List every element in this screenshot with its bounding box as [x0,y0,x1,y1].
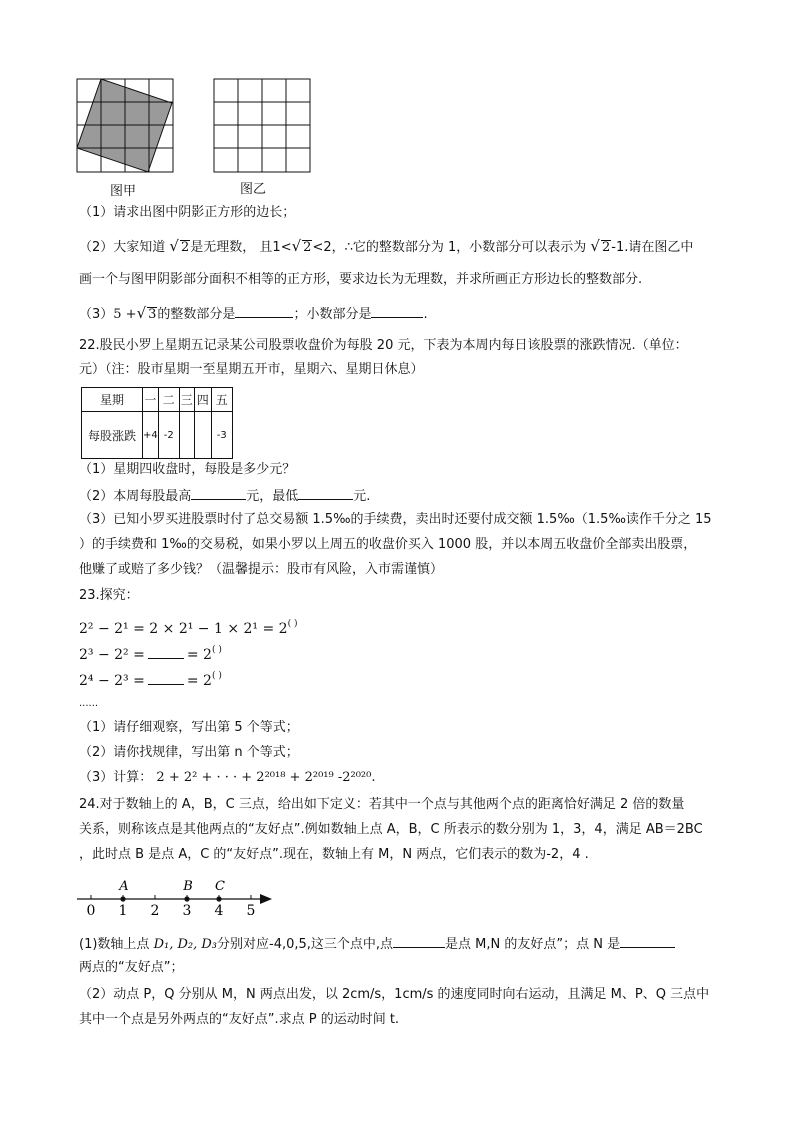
equation: 2² − 2¹ = 2 × 2¹ − 1 × 2¹ = 2 [79,621,288,637]
answer-blank[interactable] [235,305,293,318]
table-header-cell: 五 [211,388,232,412]
exponent-paren: ( ) [211,671,222,681]
q21-part2-line2: 画一个与图甲阴影部分面积不相等的正方形，要求边长为无理数，并求所画正方形边长的整数部分. [79,272,643,287]
q21-part2-inequality-end: <2，∴它的整数部分为 1，小数部分可以表示为 [312,240,587,255]
q24-part1 [79,935,675,953]
q23-eq3 [79,668,222,689]
period: . [423,307,428,322]
q23-eq2 [79,642,222,663]
q24-line3: ，此时点 B 是点 A，C 的“友好点”.现在，数轴上有 M，N 两点，它们表示的数为-2，4 . [79,847,589,862]
q22-part2-low: 元，最低 [246,489,299,504]
table-cell: +4 [143,412,159,459]
q22-part3-line1: （3）已知小罗买进股票时付了总交易额 1.5‰的手续费，卖出时还要付成交额 1.5‰（1.5‰读作千分之 15 [79,512,712,527]
q21-part2 [79,238,693,256]
q22-part2 [79,487,370,505]
q23-title: 23.探究： [79,588,139,603]
tick-label: 0 [86,903,96,918]
q21-part3-frac: ；小数部分是 [293,307,372,322]
q23-eq1 [79,616,297,637]
point-label: A [119,879,129,894]
point-a [120,896,125,901]
sqrt3-radicand: 3 [148,307,157,322]
tick-label: 3 [182,903,192,918]
sqrt2-radicand: 2 [601,240,611,255]
q22-part2-high: （2）本周每股最高 [79,489,192,504]
exponent-paren: ( ) [211,645,222,655]
q22-line1: 22.股民小罗上星期五记录某公司股票收盘价为每股 20 元，下表为本周内每日该股票的涨跌情况.（单位： [79,338,688,353]
table-header-cell: 三 [179,388,194,412]
sqrt2-radicand: 2 [303,240,312,255]
tick-label: 4 [214,903,224,918]
q22-part2-unit: 元. [353,489,371,504]
point-label: B [183,879,193,894]
q22-part3-line3: 他赚了或赔了多少钱？（温馨提示：股市有风险，入市需谨慎） [79,562,444,577]
q21-part3-label: （3） [79,307,114,322]
answer-blank[interactable] [298,487,353,500]
q22-line2: 元）（注：股市星期一至星期五开市，星期六、星期日休息） [79,362,424,377]
table-cell: 每股涨跌 [82,412,143,459]
tick-label: 5 [246,903,256,918]
q24-part1-intro: (1)数轴上点 [79,937,150,952]
sqrt-icon: √ [590,237,600,255]
table-header-cell: 四 [194,388,211,412]
table-header-cell: 星期 [82,388,143,412]
figure-yi-caption: 图乙 [240,182,267,197]
figure-jia [76,78,174,174]
answer-blank[interactable] [620,935,675,948]
q23-part2: （2）请你找规律，写出第 n 个等式； [79,745,299,760]
sqrt-icon: √ [136,304,147,322]
points-d: D₁, D₂, D₃ [153,937,217,952]
q24-line1: 24.对于数轴上的 A，B，C 三点，给出如下定义：若其中一个点与其他两个点的距离恰好满足 2 倍的数量 [79,797,685,812]
stock-table [81,387,233,459]
q21-part1: （1）请求出图中阴影正方形的边长； [79,205,296,220]
equation: = 2 [186,673,212,689]
q24-part2-line1: （2）动点 P，Q 分别从 M，N 两点出发，以 2cm/s，1cm/s 的速度同时向右运动，且满足 M、P、Q 三点中 [79,987,710,1002]
answer-blank[interactable] [191,487,246,500]
point-label: C [215,879,225,894]
point-c [216,896,221,901]
q21-part3-int: 的整数部分是 [157,307,236,322]
figure-jia-caption: 图甲 [110,184,137,199]
sqrt-icon: √ [169,237,179,255]
table-cell: -3 [211,412,232,459]
q23-part1: （1）请仔细观察，写出第 5 个等式； [79,720,299,735]
q21-part3-expr: 5 + [113,307,137,322]
exponent-paren: ( ) [287,619,298,629]
q21-part2-irrational: 是无理数， [190,240,256,255]
q22-part1: （1）星期四收盘时，每股是多少元？ [79,462,296,477]
equation: 2³ − 2² = [79,647,145,663]
q23-part3-label: （3）计算： [79,770,153,785]
q24-part1-mid: 是点 M,N 的友好点”；点 N 是 [445,937,621,952]
tick-label: 1 [118,903,128,918]
sqrt-icon: √ [291,237,302,255]
answer-blank[interactable] [371,305,423,318]
equation: = 2 [186,647,212,663]
q24-part1-values: 分别对应-4,0,5,这三个点中,点 [217,937,394,952]
q22-part3-line2: ）的手续费和 1‰的交易税，如果小罗以上周五的收盘价买入 1000 股，并以本周五收盘价全部卖出股票， [79,537,697,552]
q23-dots: ...... [79,698,99,709]
q23-part3 [79,770,375,786]
q21-part2-intro: （2）大家知道 [79,240,166,255]
answer-blank[interactable] [393,935,445,948]
table-cell [194,412,211,459]
q21-part3 [79,305,428,323]
q21-part2-decimal: -1.请在图乙中 [611,240,694,255]
table-cell: -2 [158,412,179,459]
number-line [76,872,276,918]
figure-yi [213,78,311,174]
q23-part3-expr: 2 + 2² + · · · + 2²⁰¹⁸ + 2²⁰¹⁹ -2²⁰²⁰. [156,770,376,785]
answer-blank[interactable] [148,646,184,659]
sqrt2-radicand: 2 [180,240,190,255]
equation: 2⁴ − 2³ = [79,673,145,689]
q24-line2: 关系，则称该点是其他两点的“友好点”.例如数轴上点 A，B，C 所表示的数分别为 1，3，4，满足 AB＝2BC [79,822,703,837]
q24-part2-line2: 其中一个点是另外两点的“友好点”.求点 P 的运动时间 t. [79,1012,400,1027]
arrow-icon [260,894,272,904]
answer-blank[interactable] [148,672,184,685]
q21-part2-inequality-start: 且1< [259,240,292,255]
tick-label: 2 [150,903,160,918]
q24-part1-line2: 两点的“友好点”； [79,960,184,975]
table-cell [179,412,194,459]
point-b [184,896,189,901]
table-header-cell: 二 [158,388,179,412]
table-header-cell: 一 [143,388,159,412]
